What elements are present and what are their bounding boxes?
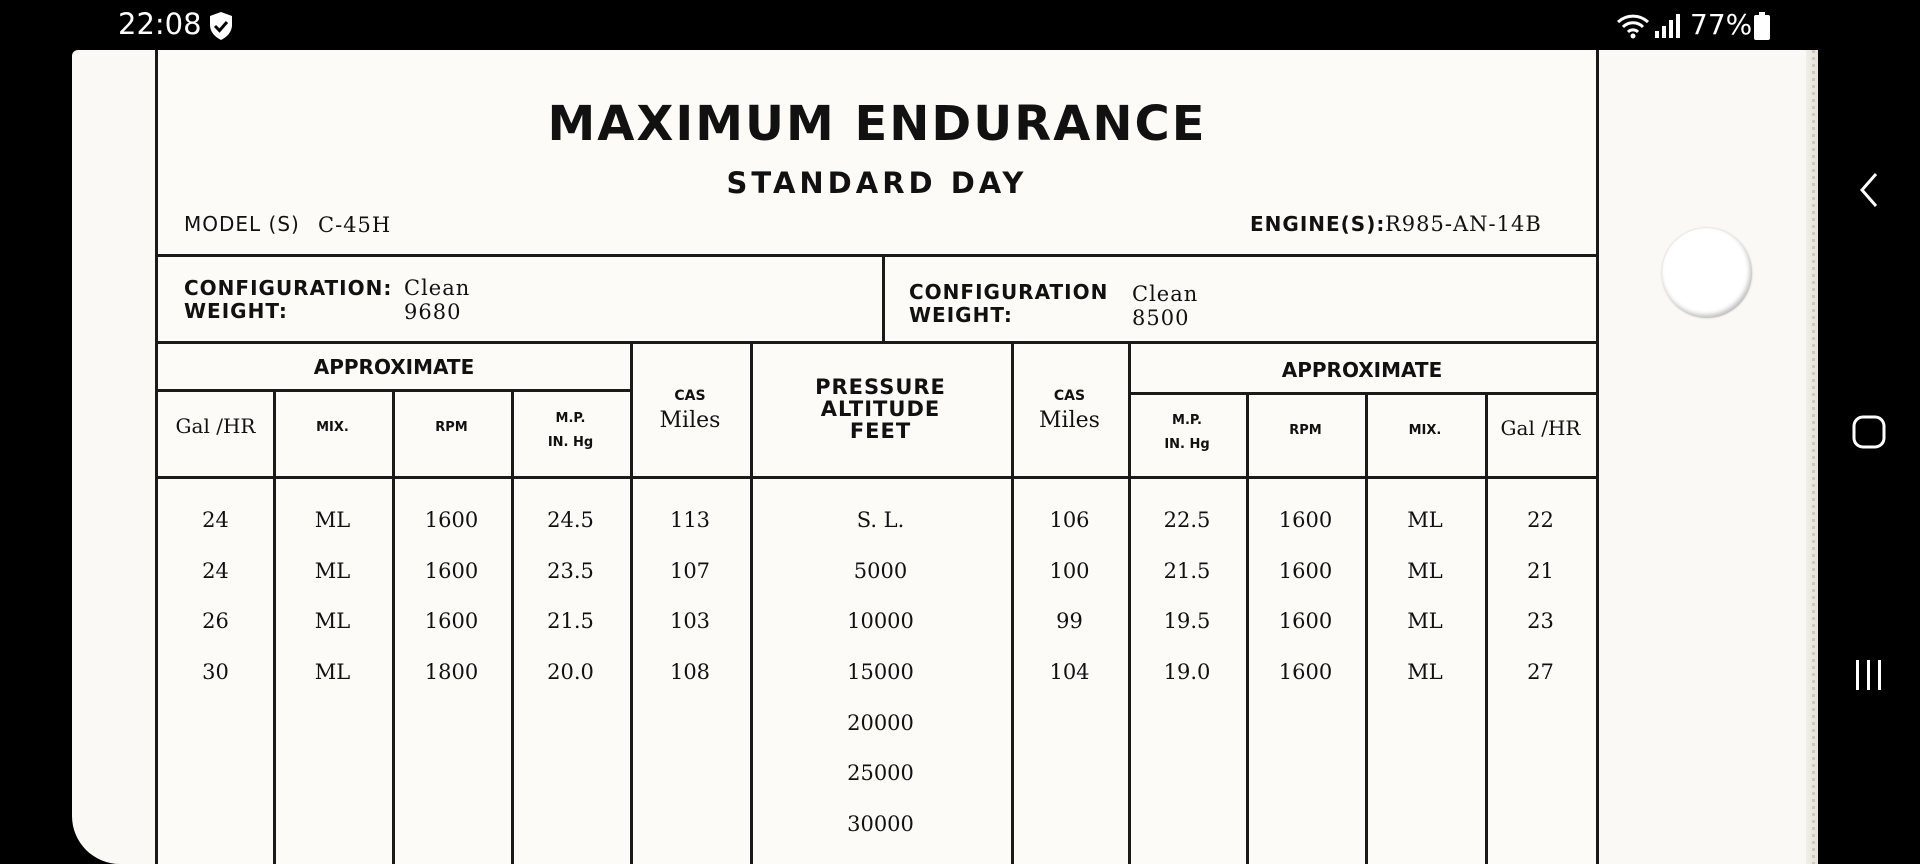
left-weight-label: WEIGHT: [184,299,288,323]
left-mp-cell: 23.5 [547,559,594,583]
left-mp-cell: 20.0 [547,660,594,684]
home-icon [1851,414,1887,450]
left-configuration-label: CONFIGURATION: [184,276,393,300]
shield-check-icon [208,11,234,41]
right-weight-value: 8500 [1132,306,1190,330]
right-mp-header: M.P. IN. Hg [1164,413,1210,452]
left-rpm-cell: 1800 [424,660,479,684]
right-cas-cell: 106 [1049,508,1090,532]
back-button[interactable] [1839,160,1899,220]
right-gal-cell: 21 [1527,559,1554,583]
engine-label: ENGINE(S): [1250,212,1386,236]
right-mix-cell: ML [1407,609,1443,633]
right-configuration-value: Clean [1132,282,1199,306]
left-rpm-header: RPM [435,420,468,435]
performance-chart-card [155,50,1599,864]
left-mp-cell: 24.5 [547,508,594,532]
right-cas-header: CAS Miles [1039,388,1100,433]
engine-value: R985-AN-14B [1385,212,1542,236]
right-gal-hr-header: Gal /HR [1500,416,1581,440]
left-gal-cell: 24 [202,559,229,583]
right-rpm-cell: 1600 [1278,559,1333,583]
left-cas-header: CAS Miles [659,388,721,433]
altitude-cell: 5000 [853,559,908,583]
chart-subtitle: STANDARD DAY [726,166,1028,200]
right-mp-cell: 19.0 [1163,660,1211,684]
navigation-bar [1818,0,1920,864]
left-mix-cell: ML [314,508,351,532]
left-gal-hr-header: Gal /HR [175,414,256,438]
left-weight-value: 9680 [404,300,462,324]
wifi-icon [1616,13,1650,39]
right-rpm-header: RPM [1289,423,1322,438]
left-mp-header: M.P. IN. Hg [547,411,594,450]
back-icon [1854,170,1884,210]
left-mix-cell: ML [314,660,351,684]
model-value: C-45H [318,213,392,237]
right-gal-cell: 22 [1527,508,1554,532]
altitude-cell: S. L. [856,508,905,532]
punch-hole [1662,228,1752,318]
right-gal-cell: 27 [1527,660,1554,684]
chart-title: MAXIMUM ENDURANCE [547,96,1207,152]
left-mix-cell: ML [314,559,351,583]
left-rpm-cell: 1600 [424,609,479,633]
status-bar [0,0,1818,50]
right-approximate-header: APPROXIMATE [1281,358,1443,382]
right-rpm-cell: 1600 [1278,508,1333,532]
battery-icon [1754,12,1770,40]
right-mix-header: MIX. [1408,423,1442,438]
recent-apps-button[interactable] [1839,645,1899,705]
right-weight-label: WEIGHT: [909,303,1013,327]
right-cas-cell: 104 [1049,660,1090,684]
right-gal-cell: 23 [1527,609,1554,633]
recent-apps-icon [1851,657,1887,693]
left-mix-cell: ML [314,609,351,633]
altitude-cell: 25000 [847,761,914,785]
altitude-cell: 20000 [847,711,914,735]
left-rpm-cell: 1600 [424,508,479,532]
left-mp-cell: 21.5 [547,609,594,633]
right-rpm-cell: 1600 [1278,609,1333,633]
left-approximate-header: APPROXIMATE [313,355,475,379]
left-cas-cell: 103 [669,609,711,633]
altitude-cell: 30000 [847,812,914,836]
left-cas-cell: 113 [669,508,711,532]
left-rpm-cell: 1600 [424,559,479,583]
left-gal-cell: 24 [202,508,229,532]
left-cas-cell: 108 [669,660,711,684]
battery-percentage: 77% [1690,8,1753,41]
home-button[interactable] [1839,402,1899,462]
right-mix-cell: ML [1407,508,1443,532]
left-gal-cell: 26 [202,609,229,633]
altitude-cell: 15000 [847,660,914,684]
right-mp-cell: 19.5 [1163,609,1211,633]
right-mix-cell: ML [1407,559,1443,583]
pressure-altitude-header: PRESSURE ALTITUDE FEET [815,375,946,443]
right-cas-cell: 99 [1056,609,1083,633]
right-configuration-label: CONFIGURATION [909,280,1109,304]
altitude-cell: 10000 [847,609,914,633]
right-cas-cell: 100 [1049,559,1090,583]
document-photo [72,50,1818,864]
right-mp-cell: 22.5 [1163,508,1211,532]
left-mix-header: MIX. [316,420,349,435]
perforation-edge [1812,50,1815,864]
right-rpm-cell: 1600 [1278,660,1333,684]
right-mp-cell: 21.5 [1163,559,1211,583]
model-label: MODEL (S) [184,212,300,236]
left-configuration-value: Clean [404,276,471,300]
left-gal-cell: 30 [202,660,229,684]
left-cas-cell: 107 [669,559,711,583]
clock: 22:08 [118,7,202,41]
right-mix-cell: ML [1407,660,1443,684]
signal-icon [1654,13,1680,39]
